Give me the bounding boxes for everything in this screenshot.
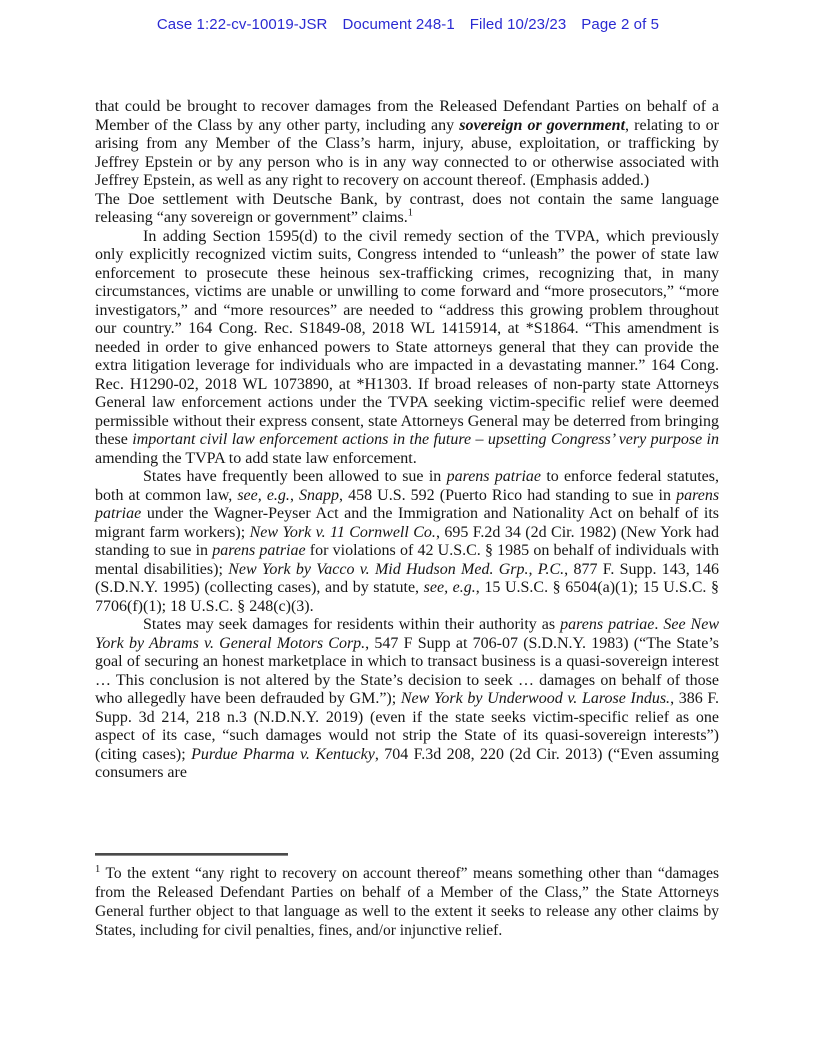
para-tvpa-amendment: In adding Section 1595(d) to the civil remedy section of the TVPA, which previously only explicitly recognized victim suits, Congress intended to “unleash” the power of state law enforcement to prosecute these heinous sex-trafficking crimes, recognizing that, in many circumstances, victims are unable or unwilling to come forward and “more prosecutors,” “more investigators,” and “more resources” are needed to “address this growing problem throughout our country.” 164 Cong. Rec. S1849-08, 2018 WL 1415914, at *S1864. “This amendment is needed in order to give enhanced powers to State attorneys general that they can provide the extra litigation leverage for individuals who are impacted in a devastating manner.” 164 Cong. Rec. H1290-02, 2018 WL 1073890, at *H1303. If broad releases of non-party state Attorneys General law enforcement actions under the TVPA seeking victim-specific relief were deemed permissible without their express consent, state Attorneys General may be deterred from bringing these important civil law enforcement actions in the future – upsetting Congress’ very purpose in amending the TVPA to add state law enforcement.: [95, 227, 720, 467]
blockquote-release-language: that could be brought to recover damages from the Released Defendant Parties on behalf of a Member of the Class by any other party, including any sovereign or government, relating to or arising from any Member of the Class’s harm, injury, abuse, exploitation, or trafficking by Jeffrey Epstein or by any person who is in any way connected to or otherwise associated with Jeffrey Epstein, as well as any right to recovery on account thereof. (Emphasis added.): [95, 98, 720, 189]
document-body: [95, 98, 719, 783]
footnote-block: [95, 853, 719, 940]
case-number: Case 1:22-cv-10019-JSR: [156, 16, 328, 33]
para-parens-patriae-standing: States have frequently been allowed to sue in parens patriae to enforce federal statutes, both at common law, see, e.g., Snapp, 458 U.S. 592 (Puerto Rico had standing to sue in parens patriae under the Wagner-Peyser Act and the Immigration and Nationality Act on behalf of its migrant farm workers); New York v. 11 Cornwell Co., 695 F.2d 34 (2d Cir. 1982) (New York had standing to sue in parens patriae for violations of 42 U.S.C. § 1985 on behalf of individuals with mental disabilities); New York by Vacco v. Mid Hudson Med. Grp., P.C., 877 F. Supp. 143, 146 (S.D.N.Y. 1995) (collecting cases), and by statute, see, e.g., 15 U.S.C. § 6504(a)(1); 15 U.S.C. § 7706(f)(1); 18 U.S.C. § 248(c)(3).: [95, 468, 720, 615]
footnote-1: $^1$ To the extent “any right to recovery on account thereof” means something other than “damages from the Released Defendant Parties on behalf of a Member of the Class,” the State Attorneys General further object to that language as well to the extent it seeks to release any other claims by States, including for civil penalties, fines, and/or injunctive relief.: [95, 863, 719, 939]
pacer-stamp: [0, 16, 816, 33]
filing-date: Filed 10/23/23: [469, 16, 567, 33]
page-indicator: Page 2 of 5: [581, 16, 660, 33]
document-number: Document 248-1: [342, 16, 455, 33]
footnote-separator: [95, 853, 288, 856]
para-doe-settlement: The Doe settlement with Deutsche Bank, by contrast, does not contain the same language releasing “any sovereign or government” claims.$^1$: [95, 190, 719, 226]
para-parens-patriae-damages: States may seek damages for residents within their authority as parens patriae. See New York by Abrams v. General Motors Corp., 547 F Supp at 706-07 (S.D.N.Y. 1983) (“The State’s goal of securing an honest marketplace in which to transact business is a quasi-sovereign interest … This conclusion is not altered by the State’s decision to seek … damages on behalf of those who allegedly have been defrauded by GM.”); New York by Underwood v. Larose Indus., 386 F. Supp. 3d 214, 218 n.3 (N.D.N.Y. 2019) (even if the state seeks victim-specific relief as one aspect of its case, “such damages would not strip the State of its quasi-sovereign interests”) (citing cases); Purdue Pharma v. Kentucky, 704 F.3d 208, 220 (2d Cir. 2013) (“Even assuming consumers are: [95, 616, 720, 781]
